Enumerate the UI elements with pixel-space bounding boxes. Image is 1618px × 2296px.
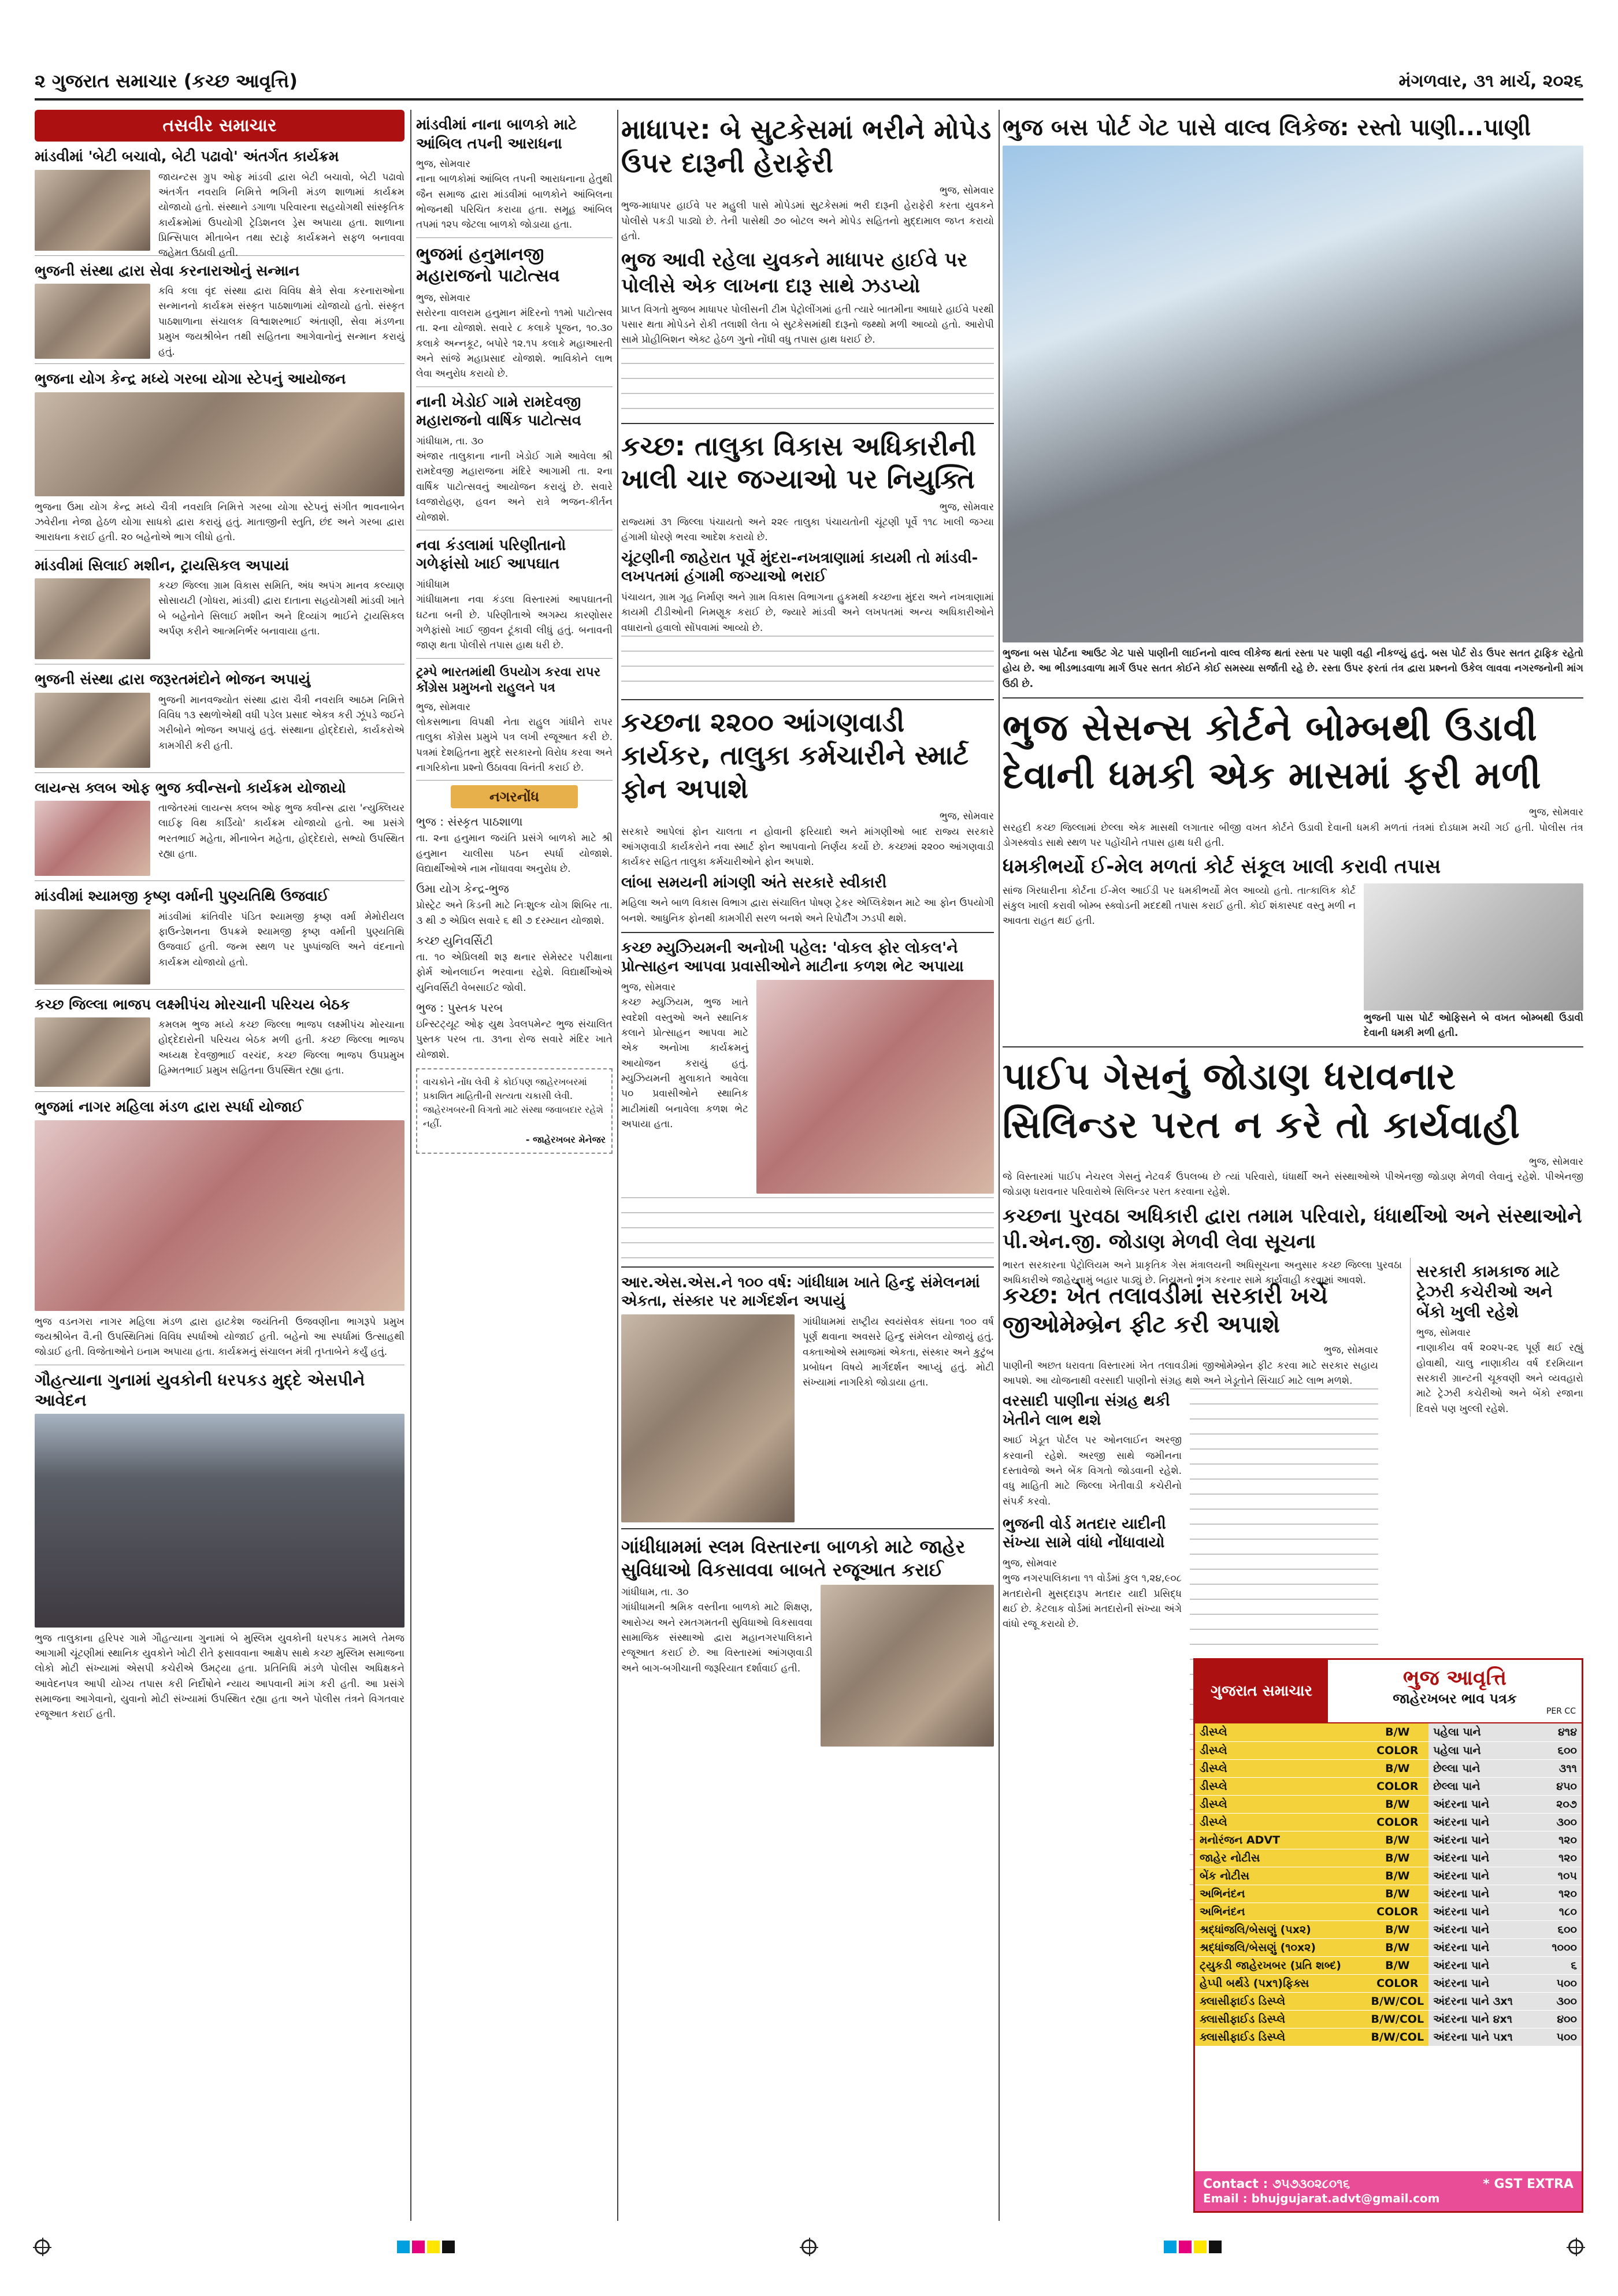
cyan-swatch — [1164, 2241, 1177, 2253]
story-subtitle: ભુજ આવી રહેલા યુવકને માધાપર હાઈવે પર પોલીસે એક લાખના દારૂ સાથે ઝડપ્યો — [621, 248, 967, 298]
city-note-text: તા. ૨ના હનુમાન જયંતિ પ્રસંગે બાળકો માટે શ્રી હનુમાન ચાલીસા પઠન સ્પર્ધા યોજાશે. વિદ્યાર્થીઓએ નામ નોંધાવવા અનુરોધ છે. — [416, 833, 613, 875]
page-header — [35, 64, 1583, 101]
photo-news-item — [35, 556, 404, 665]
rate-color: B/W — [1367, 1867, 1429, 1885]
rate-row — [1195, 2010, 1582, 2028]
protest-crowd-photo — [35, 1414, 404, 1628]
city-notes-header: નગરનોંધ — [451, 785, 578, 808]
photo-caption: ભુજની પાસ પોર્ટ ઓફિસને બે વખત બોમ્બથી ઉડાવી દેવાની ધમકી મળી હતી. — [1364, 1012, 1583, 1039]
news-photo — [35, 170, 150, 251]
city-note-text: ઇન્સ્ટિટ્યૂટ ઓફ યુથ ડેવલપમેન્ટ ભુજ સંચાલિત પુસ્તક પરબ તા. ૩૧ના રોજ સવારે મંદિર ખાતે યોજાશે. — [416, 1019, 613, 1061]
news-photo — [35, 1017, 150, 1087]
photo-news-title: માંડવીમાં 'બેટી બચાવો, બેટી પઢાવો' અંતર્ગત કાર્યક્રમ — [35, 148, 339, 165]
story-title: કચ્છ: ખેત તલાવડીમાં સરકારી ખર્ચે જીઓમેમ્બ્રેન ફીટ કરી અપાશે — [1003, 1283, 1328, 1339]
story-dateline: ભુજ, સોમવાર — [1003, 1557, 1057, 1569]
short-news-column — [416, 110, 613, 2221]
rate-value: ૩૦૦ — [1530, 1992, 1582, 2010]
rate-page: પહેલા પાને — [1428, 1723, 1530, 1741]
story-dateline: ગાંધીધામ, તા. ૩૦ — [621, 1586, 689, 1598]
news-dateline: ભુજ, સોમવાર — [416, 292, 471, 304]
photo-news-title: ભુજના યોગ કેન્દ્ર મધ્યે ગરબા યોગા સ્ટેપનું આયોજન — [35, 370, 346, 387]
side-story-text: નાણાકીય વર્ષ ૨૦૨૫-૨૬ પૂર્ણ થઈ રહ્યું હોવાથી, ચાલુ નાણાકીય વર્ષ દરમિયાન સરકારી ગ્રાન્ટની ચૂકવણી અને વ્યવહારો માટે ટ્રેઝરી કચેરીઓ અને બેંકો રજાના દિવસે પણ ખુલ્લી રહેશે. — [1416, 1342, 1583, 1415]
rate-value: ૪૧૪ — [1530, 1723, 1582, 1741]
rate-color: B/W — [1367, 1723, 1429, 1741]
rss-event-photo — [621, 1314, 795, 1522]
rate-color: B/W — [1367, 1759, 1429, 1777]
story-body-lines — [621, 1197, 994, 1261]
rate-value: ૩૦૦ — [1530, 1813, 1582, 1831]
rate-card-contact — [1195, 2171, 1582, 2211]
museum-event-photo — [756, 980, 994, 1194]
story-text: પાણીની અછત ધરાવતા વિસ્તારમાં ખેત તલાવડીમાં જીઓમેમ્બ્રેન ફીટ કરવા માટે સરકાર સહાય આપશે. આ યોજનાથી વરસાદી પાણીનો સંગ્રહ થશે અને ખેડૂતોને સિંચાઈ માટે લાભ મળશે. — [1003, 1359, 1378, 1387]
story-court-threat — [1003, 704, 1583, 1041]
rate-value: ૧૦૫ — [1530, 1867, 1582, 1885]
rate-color: B/W — [1367, 1938, 1429, 1956]
photo-news-item — [35, 147, 404, 259]
rate-color: COLOR — [1367, 1741, 1429, 1759]
story-slum — [621, 1535, 994, 1747]
story-dateline: ભુજ, સોમવાર — [1528, 1156, 1583, 1168]
bottom-story-title: ગૌહત્યાના ગુનામાં યુવકોની ધરપકડ મુદ્દે એસપીને આવેદન — [35, 1370, 365, 1410]
rate-color: B/W — [1367, 1956, 1429, 1974]
rate-value: ૬૦૦ — [1530, 1920, 1582, 1938]
news-title: ટ્રમ્પે ભારતમાંથી ઉપયોગ કરવા રાપર કોંગ્રેસ પ્રમુખનો રાહુલને પત્ર — [416, 664, 601, 696]
rate-row — [1195, 1867, 1582, 1885]
rate-type: હેપ્પી બર્થડે (૫x૧)ફિક્સ — [1195, 1974, 1367, 1992]
city-note-text: તા. ૧૦ એપ્રિલથી શરૂ થનાર સેમેસ્ટર પરીક્ષાના ફોર્મ ઓનલાઈન ભરવાના રહેશે. વિદ્યાર્થીઓએ યુનિવર્સિટી વેબસાઈટ જોવી. — [416, 952, 613, 994]
news-photo — [35, 578, 150, 659]
news-photo — [35, 693, 150, 768]
news-title: ભુજમાં હનુમાનજી મહારાજનો પાટોત્સવ — [416, 244, 560, 287]
masthead-brand: ૨ ગુજરાત સમાચાર (કચ્છ આવૃત્તિ) — [35, 69, 298, 92]
news-photo — [35, 909, 150, 984]
story-subtitle: ધમકીભર્યો ઈ-મેલ મળતાં કોર્ટ સંકૂલ ખાલી કરાવી તપાસ — [1003, 855, 1441, 879]
photo-news-title: ભુજની સંસ્થા દ્વારા સેવા કરનારાઓનું સન્માન — [35, 262, 300, 279]
rate-row — [1195, 1974, 1582, 1992]
yellow-swatch — [1194, 2241, 1207, 2253]
bottom-story — [35, 1370, 404, 1722]
photo-news-title: કચ્છ જિલ્લા ભાજપ લક્ષ્મીપંચ મોરચાની પરિચય બેઠક — [35, 995, 350, 1013]
rate-row — [1195, 1723, 1582, 1741]
story-text: ભુજ નગરપાલિકાના ૧૧ વોર્ડમાં કુલ ૧,૨૪,૯૦૮ મતદારોની મુસદ્દારૂપ મતદાર યાદી પ્રસિદ્ધ થઈ છે. કેટલાક વોર્ડમાં મતદારોની સંખ્યા અંગે વાંધો રજૂ કરાયો છે. — [1003, 1573, 1182, 1630]
rate-row — [1195, 1885, 1582, 1903]
rate-page: પહેલા પાને — [1428, 1741, 1530, 1759]
rate-color: B/W/COL — [1367, 2028, 1429, 2046]
story-text: પ્રાપ્ત વિગતો મુજબ માધાપર પોલીસની ટીમ પેટ્રોલીંગમાં હતી ત્યારે બાતમીના આધારે હાઈવે પરથી પસાર થતા મોપેડને રોકી તલાશી લેતા બે સુટકેસમાંથી દારૂનો જથ્થો મળી આવ્યો હતો. આરોપી સામે પ્રોહીબિશન એક્ટ હેઠળ ગુનો નોંધી વધુ તપાસ હાથ ધરાઈ છે. — [621, 303, 994, 346]
photo-news-item — [35, 1098, 404, 1365]
rate-value: ૧૦૦૦ — [1530, 1938, 1582, 1956]
rate-page: છેલ્લા પાને — [1428, 1777, 1530, 1795]
rate-page: અંદરના પાને — [1428, 1920, 1530, 1938]
rate-type: શ્રદ્ધાંજલિ/બેસણું (૧૦x૨) — [1195, 1938, 1367, 1956]
city-note-title: ભુજ : પુસ્તક પરબ — [416, 1001, 503, 1015]
story-title: આર.એસ.એસ.ને ૧૦૦ વર્ષ: ગાંધીધામ ખાતે હિન્દુ સંમેલનમાં એકતા, સંસ્કાર પર માર્ગદર્શન અપાયું — [621, 1273, 980, 1310]
rate-color: B/W — [1367, 1920, 1429, 1938]
story-body-lines — [621, 348, 994, 417]
rate-row — [1195, 1759, 1582, 1777]
story-dateline: ભુજ, સોમવાર — [1528, 807, 1583, 819]
rate-value: ૨૦૭ — [1530, 1795, 1582, 1813]
cyan-swatch — [397, 2241, 410, 2253]
photo-news-title: ભુજમાં નાગર મહિલા મંડળ દ્વારા સ્પર્ધા યોજાઈ — [35, 1098, 303, 1116]
photo-news-title: ભુજની સંસ્થા દ્વારા જરૂરતમંદોને ભોજન અપાયું — [35, 671, 311, 688]
rate-value: ૧૮૦ — [1530, 1903, 1582, 1920]
story-dateline: ભુજ, સોમવાર — [939, 185, 994, 196]
rate-card-unit: PER CC — [1546, 1707, 1576, 1716]
story-text: મહિલા અને બાળ વિકાસ વિભાગ દ્વારા સંચાલિત પોષણ ટ્રેકર એપ્લિકેશન માટે આ ફોન ઉપયોગી બનશે. આધુનિક ફોનથી કામગીરી સરળ બનશે અને રિપોર્ટીંગ ઝડપી થશે. — [621, 897, 994, 924]
photo-news-item — [35, 887, 404, 990]
rate-row — [1195, 1813, 1582, 1831]
story-title: કચ્છ મ્યુઝિયમની અનોખી પહેલ: 'વોકલ ફોર લોકલ'ને પ્રોત્સાહન આપવા પ્રવાસીઓને માટીના કળશ ભેટ અપાયા — [621, 939, 964, 976]
news-item — [416, 244, 613, 387]
black-swatch — [442, 2241, 455, 2253]
registration-mark-icon — [1568, 2239, 1583, 2254]
story-subtitle: લાંબા સમયની માંગણી અંતે સરકારે સ્વીકારી — [621, 874, 887, 891]
rate-page: અંદરના પાને — [1428, 1867, 1530, 1885]
rate-type: ડીસ્પ્લે — [1195, 1741, 1367, 1759]
rate-page: અંદરના પાને — [1428, 1849, 1530, 1867]
rate-card-title: ભુજ આવૃત્તિ — [1402, 1666, 1507, 1690]
story-subtitle: કચ્છના પુરવઠા અધિકારી દ્વારા તમામ પરિવારો, ધંધાર્થીઓ અને સંસ્થાઓને પી.એન.જી. જોડાણ મેળવી લેવા સૂચના — [1003, 1204, 1582, 1253]
story-tdo — [621, 430, 994, 693]
story-title: પાઈપ ગેસનું જોડાણ ધરાવનાર સિલિન્ડર પરત ન કરે તો કાર્યવાહી — [1003, 1056, 1520, 1147]
story-body-lines — [621, 636, 994, 693]
color-swatches — [1164, 2241, 1222, 2253]
story-text: જે વિસ્તારમાં પાઈપ નેચરલ ગેસનું નેટવર્ક ઉપલબ્ધ છે ત્યાં પરિવારો, ધંધાર્થી અને સંસ્થાઓએ પીએનજી જોડાણ મેળવી લેવાનું રહેશે. પીએનજી જોડાણ ધરાવનાર પરિવારોએ સિલિન્ડર પરત કરવાના રહેશે. — [1003, 1171, 1583, 1198]
story-valve-leak — [1003, 113, 1583, 692]
rate-type: ડીસ્પ્લે — [1195, 1795, 1367, 1813]
city-note-title: ભુજ : સંસ્કૃત પાઠશાળા — [416, 815, 523, 829]
rate-page: છેલ્લા પાને — [1428, 1759, 1530, 1777]
divider — [621, 932, 994, 933]
news-title: નાની ખેડોઈ ગામે રામદેવજી મહારાજનો વાર્ષિક પાટોત્સવ — [416, 393, 581, 430]
rate-type: મનોરંજન ADVT — [1195, 1831, 1367, 1849]
rate-row — [1195, 1831, 1582, 1849]
rate-row — [1195, 1992, 1582, 2010]
rate-row — [1195, 1777, 1582, 1795]
news-dateline: ભુજ, સોમવાર — [416, 701, 471, 713]
story-dateline: ભુજ, સોમવાર — [621, 981, 676, 993]
story-title: ગાંધીધામમાં સ્લમ વિસ્તારના બાળકો માટે જાહેર સુવિધાઓ વિકસાવવા બાબતે રજૂઆત કરાઈ — [621, 1535, 966, 1581]
rate-page: અંદરના પાને — [1428, 1795, 1530, 1813]
divider — [1003, 1046, 1583, 1047]
photo-news-text: તાજેતરમાં લાયન્સ ક્લબ ઓફ ભુજ ક્વીન્સ દ્વારા 'ન્યુક્લિયર લાઈફ વિથ કાર્ડિયો' કાર્યક્રમ યોજાયો હતો. આ પ્રસંગે ભરતભાઈ મહેતા, મીનાબેન મહેતા, હોદ્દેદારો, સભ્યો ઉપસ્થિત રહ્યા હતા. — [158, 803, 404, 860]
photo-news-text: કચ્છ જિલ્લા ગ્રામ વિકાસ સમિતિ, અંધ અપંગ માનવ કલ્યાણ સોસાયટી (ગોધરા, માંડવી) દ્વારા દાતાના સહયોગથી માંડવી ખાતે બે બહેનોને સિલાઈ મશીન અને દિવ્યાંગ ભાઈને ટ્રાયસિકલ અર્પણ કરીને આત્મનિર્ભર બનાવાયા હતા. — [158, 580, 404, 638]
rate-color: COLOR — [1367, 1903, 1429, 1920]
rate-row — [1195, 1956, 1582, 1974]
city-notes — [416, 813, 613, 1062]
news-dateline: ગાંધીધામ, તા. ૩૦ — [416, 435, 484, 447]
photo-news-title: માંડવીમાં સિલાઈ મશીન, ટ્રાયસિકલ અપાયાં — [35, 556, 290, 574]
slum-children-photo — [821, 1585, 994, 1747]
rate-color: B/W/COL — [1367, 1992, 1429, 2010]
rate-type: ટ્યુકડી જાહેરખબર (પ્રતિ શબ્દ) — [1195, 1956, 1367, 1974]
rate-value: ૫૦૦ — [1530, 1974, 1582, 1992]
news-dateline: ગાંધીધામ — [416, 578, 450, 590]
story-text: કચ્છ મ્યુઝિયમ, ભુજ ખાતે સ્વદેશી વસ્તુઓ અને સ્થાનિક કલાને પ્રોત્સાહન આપવા માટે એક અનોખા કાર્યક્રમનું આયોજન કરાયું હતું. મ્યુઝિયમની મુલાકાતે આવેલા ૫૦ પ્રવાસીઓને સ્થાનિક માટીમાંથી બનાવેલા કળશ ભેટ અપાયા હતા. — [621, 997, 748, 1130]
photo-news-item — [35, 670, 404, 773]
divider — [621, 699, 994, 700]
rate-color: B/W — [1367, 1795, 1429, 1813]
bottom-story-text: ભુજ તાલુકાના હરિપર ગામે ગૌહત્યાના ગુનામાં બે મુસ્લિમ યુવકોની ધરપકડ મામલે તેમજ આગામી ચૂંટણીમાં સ્થાનિક યુવકોને ખોટી રીતે ફસાવવાના આક્ષેપ સાથે કચ્છ મુસ્લિમ સમાજના લોકો મોટી સંખ્યામાં એસપી કચેરીએ ઉમટ્યા હતા. પ્રતિનિધિ મંડળે પોલીસ અધિક્ષકને આવેદનપત્ર આપી યોગ્ય તપાસ કરી નિર્દોષોને ન્યાય આપવાની માંગ કરી હતી. આ પ્રસંગે સમાજના આગેવાનો, યુવાનો મોટી સંખ્યામાં ઉપસ્થિત રહ્યા હતા અને પોલીસ તંત્રને વિગતવાર રજૂઆત કરાઈ હતી. — [35, 1632, 404, 1721]
news-photo — [35, 284, 150, 359]
rate-value: ૧૨૦ — [1530, 1885, 1582, 1903]
story-subtitle: વરસાદી પાણીના સંગ્રહ થકી ખેતીને લાભ થશે — [1003, 1392, 1170, 1429]
news-item — [416, 116, 613, 238]
news-title: નવા કંડલામાં પરિણીતાનો ગળેફાંસો ખાઈ આપઘાત — [416, 536, 566, 573]
story-dateline: ભુજ, સોમવાર — [939, 501, 994, 513]
news-text: લોકસભાના વિપક્ષી નેતા રાહુલ ગાંધીને રાપર તાલુકા કોંગ્રેસ પ્રમુખે પત્ર લખી રજૂઆત કરી છે. પત્રમાં દેશહિતના મુદ્દે સરકારનો વિરોધ કરવા અને નાગરિકોના પ્રશ્નો ઉઠાવવા વિનંતી કરાઈ છે. — [416, 716, 613, 774]
news-text: સરોરના વાલરામ હનુમાન મંદિરનો ૧૧મો પાટોત્સવ તા. ૨ના યોજાશે. સવારે ૮ કલાકે પૂજન, ૧૦.૩૦ કલાકે અન્નકૂટ, બપોરે ૧૨.૧૫ કલાકે મહાઆરતી અને સાંજે મહાપ્રસાદ યોજાશે. ભાવિકોને લાભ લેવા અનુરોધ કરાયો છે. — [416, 307, 613, 380]
story-dateline: ભુજ, સોમવાર — [1323, 1344, 1378, 1357]
story-text: રાજ્યમાં ૩૧ જિલ્લા પંચાયતો અને ૨૨૯ તાલુકા પંચાયતોની ચૂંટણી પૂર્વે ૧૧૮ ખાલી જગ્યા હંગામી ધોરણે ભરવા આદેશ કરાયો છે. — [621, 517, 994, 544]
rate-row — [1195, 1795, 1582, 1813]
side-story-dateline: ભુજ, સોમવાર — [1416, 1327, 1471, 1339]
photo-news-item — [35, 370, 404, 551]
rate-color: COLOR — [1367, 1813, 1429, 1831]
photo-news-title: લાયન્સ ક્લબ ઓફ ભુજ ક્વીન્સનો કાર્યક્રમ યોજાયો — [35, 779, 346, 796]
rate-page: અંદરના પાને ૩x૧ — [1428, 1992, 1530, 2010]
news-title: માંડવીમાં નાના બાળકો માટે આંબિલ તપની આરાધના — [416, 116, 577, 153]
story-text: પંચાયત, ગ્રામ ગૃહ નિર્માણ અને ગ્રામ વિકાસ વિભાગના હુકમથી કચ્છના મુંદરા અને નખત્રાણામાં કાયમી ટીડીઓની નિમણૂક કરાઈ છે, જ્યારે માંડવી અને લખપતમાં અન્ય અધિકારીઓને વધારાનો હવાલો સોંપવામાં આવ્યો છે. — [621, 591, 994, 634]
rate-type: બેંક નોટીસ — [1195, 1867, 1367, 1885]
rate-value: ૪૦૦ — [1530, 2010, 1582, 2028]
city-note-text: પ્રોસ્ટ્રેટ અને કિડની માટે નિઃશુલ્ક યોગ શિબિર તા. ૩ થી ૭ એપ્રિલ સવારે ૬ થી ૭ દરમ્યાન યોજાશે. — [416, 900, 613, 927]
rate-page: અંદરના પાને — [1428, 1974, 1530, 1992]
news-text: ગાંધીધામના નવા કંડલા વિસ્તારમાં આપઘાતની ઘટના બની છે. પરિણીતાએ અગમ્ય કારણોસર ગળેફાંસો ખાઈ જીવન ટૂંકાવી લીધું હતું. બનાવની જાણ થતા પોલીસે તપાસ હાથ ધરી છે. — [416, 594, 613, 652]
rate-type: ડીસ્પ્લે — [1195, 1759, 1367, 1777]
news-text: અંજાર તાલુકાના નાની ખેડોઈ ગામે આવેલા શ્રી રામદેવજી મહારાજના મંદિરે આગામી તા. ૨ના વાર્ષિક પાટોત્સવનું આયોજન કરાયું છે. સવારે ધ્વજારોહણ, હવન અને રાત્રે ભજન-કીર્તન યોજાશે. — [416, 451, 613, 523]
divider — [621, 1528, 994, 1529]
news-photo — [35, 801, 150, 876]
rate-color: B/W — [1367, 1849, 1429, 1867]
reader-notice-text: વાચકોને નોંધ લેવી કે કોઈપણ જાહેરખબરમાં પ્રકાશિત માહિતીની સત્યતા ચકાસી લેવી. જાહેરખબરની વિગતો માટે સંસ્થા જવાબદાર રહેશે નહીં. — [423, 1076, 604, 1130]
story-title: ભુજ બસ પોર્ટ ગેટ પાસે વાલ્વ લિકેજ: રસ્તો પાણી...પાણી — [1003, 114, 1531, 141]
side-story-title: સરકારી કામકાજ માટે ટ્રેઝરી કચેરીઓ અને બેંકો ખુલી રહેશે — [1416, 1262, 1560, 1322]
registration-mark-icon — [801, 2239, 817, 2254]
advertisement-rate-card — [1193, 1658, 1583, 2213]
news-item — [416, 664, 613, 781]
story-madhapar — [621, 113, 994, 417]
news-photo — [35, 1120, 404, 1311]
reader-notice — [416, 1068, 613, 1154]
rate-page: અંદરના પાને — [1428, 1831, 1530, 1849]
photo-news-text: જાયન્ટસ ગ્રુપ ઓફ માંડવી દ્વારા બેટી બચાવો, બેટી પઢાવો અંતર્ગત નવરાત્રિ નિમિત્તે ભગિની મંડળ શાળામાં કાર્યક્રમ યોજાયો હતો. સંસ્થાને ડગાળા પરિવારના સહયોગથી સાંસ્કૃતિક કાર્યક્રમોમાં ઉપયોગી ટ્રેડિશનલ ડ્રેસ અપાયા હતા. શાળાના પ્રિન્સિપાલ મીતાબેન તથા સ્ટાફે કાર્યક્રમને સફળ બનાવવા જહેમત ઉઠાવી હતી. — [158, 171, 404, 259]
rate-page: અંદરના પાને ૫x૧ — [1428, 2028, 1530, 2046]
photo-news-text: કમલમ ભુજ મધ્યે કચ્છ જિલ્લા ભાજપ લક્ષ્મીપંચ મોરચાના હોદ્દેદારોની પરિચય બેઠક મળી હતી. કચ્છ જિલ્લા ભાજપ અધ્યક્ષ દેવજીભાઈ વરચંદ, કચ્છ જિલ્લા ભાજપ ઉપપ્રમુખ હિમ્મતભાઈ પ્રમુખ સહિતના ઉપસ્થિત રહ્યા હતા. — [158, 1019, 404, 1077]
photo-news-item — [35, 779, 404, 882]
news-text: નાના બાળકોમાં આંબિલ તપની આરાધનાના હેતુથી જૈન સમાજ દ્વારા માંડવીમાં બાળકોને આંબિલના ભોજનથી પરિચિત કરાયા હતા. સમૂહ આંબિલ તપમાં ૧૨૫ જેટલા બાળકો જોડાયા હતા. — [416, 173, 613, 231]
story-text: ગાંધીધામમાં રાષ્ટ્રીય સ્વયંસેવક સંઘના ૧૦૦ વર્ષ પૂર્ણ થવાના અવસરે હિન્દુ સંમેલન યોજાયું હતું. વક્તાઓએ સમાજમાં એકતા, સંસ્કાર અને કુટુંબ પ્રબોધન વિષયે માર્ગદર્શન આપ્યું હતું. મોટી સંખ્યામાં નાગરિકો જોડાયા હતા. — [803, 1316, 994, 1389]
story-text: ગાંધીધામની શ્રમિક વસ્તીના બાળકો માટે શિક્ષણ, આરોગ્ય અને રમતગમતની સુવિધાઓ વિકસાવવા સામાજિક સંસ્થાઓ દ્વારા મહાનગરપાલિકાને રજૂઆત કરાઈ છે. આ વિસ્તારમાં આંગણવાડી અને બાગ-બગીચાની જરૂરિયાત દર્શાવાઈ હતી. — [621, 1602, 812, 1674]
contact-email: Email : bhujgujarat.advt@gmail.com — [1203, 2191, 1440, 2205]
story-subtitle: ચૂંટણીની જાહેરાત પૂર્વે મુંદરા-નખત્રાણામાં કાયમી તો માંડવી-લખપતમાં હંગામી જગ્યાઓ ભરાઈ — [621, 549, 978, 586]
issue-date: મંગળવાર, ૩૧ માર્ચ, ૨૦૨૬ — [1398, 70, 1583, 91]
story-title: કચ્છના ૨૨૦૦ આંગણવાડી કાર્યકર, તાલુકા કર્મચારીને સ્માર્ટ ફોન અપાશે — [621, 706, 969, 804]
column-divider — [617, 110, 618, 2221]
photo-news-text: માંડવીમાં ક્રાંતિવીર પંડિત શ્યામજી કૃષ્ણ વર્મા મેમોરીયલ ફાઉન્ડેશનના ઉપક્રમે શ્યામજી કૃષ્ણ વર્માની પુણ્યતિથિ ઉજવાઈ હતી. જન્મ સ્થળ પર પુષ્પાંજલિ અને વંદનાનો કાર્યક્રમ યોજાયો હતો. — [158, 911, 404, 968]
main-news-column — [621, 110, 994, 2221]
rate-page: અંદરના પાને — [1428, 1885, 1530, 1903]
news-photo — [35, 392, 404, 496]
rate-page: અંદરના પાને — [1428, 1956, 1530, 1974]
story-dateline: ભુજ, સોમવાર — [939, 811, 994, 823]
rate-type: શ્રદ્ધાંજલિ/બેસણું (૫x૨) — [1195, 1920, 1367, 1938]
story-title: ભુજ સેસન્સ કોર્ટને બોમ્બથી ઉડાવી દેવાની ધમકી એક માસમાં ફરી મળી — [1003, 707, 1542, 798]
story-title: ભુજની વોર્ડ મતદાર યાદીની સંખ્યા સામે વાંધો નોંધાવાયો — [1003, 1515, 1166, 1552]
story-title: કચ્છ: તાલુકા વિકાસ અધિકારીની ખાલી ચાર જગ્યાઓ પર નિયુક્તિ — [621, 430, 977, 495]
story-text: સાંજ ગિરધારીના કોર્ટના ઈ-મેલ આઈડી પર ધમકીભર્યો મેલ આવ્યો હતો. તાત્કાલિક કોર્ટ સંકુલ ખાલી કરાવી બોમ્બ સ્ક્વોડની મદદથી તપાસ કરાઈ હતી. કોઈ શંકાસ્પદ વસ્તુ મળી ન આવતા રાહત થઈ હતી. — [1003, 885, 1356, 927]
story-text: આઈ ખેડૂત પોર્ટલ પર ઓનલાઈન અરજી કરવાની રહેશે. અરજી સાથે જમીનના દસ્તાવેજો અને બેંક વિગતો જોડવાની રહેશે. વધુ માહિતી માટે જિલ્લા ખેતીવાડી કચેરીનો સંપર્ક કરવો. — [1003, 1435, 1182, 1507]
rate-type: અભિનંદન — [1195, 1885, 1367, 1903]
story-anganwadi — [621, 706, 994, 926]
print-marks — [35, 2238, 1583, 2256]
registration-mark-icon — [35, 2239, 50, 2254]
story-text: ભુજ-માધાપર હાઈવે પર મહુલી પાસે મોપેડમાં સુટકેસમાં ભરી દારૂની હેરાફેરી કરતા યુવકને પોલીસે પકડી પાડ્યો છે. તેની પાસેથી ૭૦ બોટલ અને મોપેડ સહિતનો મુદ્દામાલ જપ્ત કરાયો હતો. — [621, 200, 994, 243]
rate-color: COLOR — [1367, 1974, 1429, 1992]
magenta-swatch — [412, 2241, 425, 2253]
photo-news-column — [35, 110, 404, 2221]
magenta-swatch — [1179, 2241, 1192, 2253]
news-item — [416, 393, 613, 530]
photo-news-text: ભુજના ઉમા યોગ કેન્દ્ર મધ્યે ચૈત્રી નવરાત્રિ નિમિત્તે ગરબા યોગા સ્ટેપનું સંગીત ભાવનાબેન ઝવેરીના નેજા હેઠળ યોગા સાધકો દ્વારા કરાયું હતું. માતાજીની સ્તુતિ, છંદ અને ગરબા દ્વારા આરાધના કરાઈ હતી. ૨૦ બહેનોએ ભાગ લીધો હતો. — [35, 501, 404, 544]
story-text: સરકારે આપેલાં ફોન ચાલતા ન હોવાની ફરિયાદો અને માંગણીઓ બાદ રાજ્ય સરકારે આંગણવાડી કાર્યકરોને નવા સ્માર્ટ ફોન આપવાનો નિર્ણય કર્યો છે. કચ્છમાં ૨૨૦૦ આંગણવાડી કાર્યકર સહિત તાલુકા કર્મચારીઓને ફોન અપાશે. — [621, 826, 994, 868]
rate-value: ૬ — [1530, 1956, 1582, 1974]
rate-type: ક્લાસીફાઈડ ડિસ્પ્લે — [1195, 2028, 1367, 2046]
news-dateline: ભુજ, સોમવાર — [416, 158, 471, 170]
story-text: ભારત સરકારના પેટ્રોલિયમ અને પ્રાકૃતિક ગેસ મંત્રાલયની અધિસૂચના અનુસાર કચ્છ જિલ્લા પુરવઠા અધિકારીએ જાહેરનામું બહાર પાડ્યું છે. નિયમનો ભંગ કરનાર સામે કાર્યવાહી કરવામાં આવશે. — [1003, 1260, 1402, 1287]
photo-news-title: માંડવીમાં શ્યામજી કૃષ્ણ વર્માની પુણ્યતિથિ ઉજવાઈ — [35, 887, 329, 905]
rate-card-subtitle: જાહેરખબર ભાવ પત્રક — [1393, 1691, 1517, 1707]
photo-news-item — [35, 995, 404, 1093]
contact-phone: Contact : ૭૫૭૩૦૨૮૦૧૬ — [1203, 2177, 1350, 2191]
rate-value: ૧૨૦ — [1530, 1849, 1582, 1867]
rate-value: ૫૦૦ — [1530, 2028, 1582, 2046]
rate-color: B/W/COL — [1367, 2010, 1429, 2028]
rate-row — [1195, 1938, 1582, 1956]
rate-page: અંદરના પાને — [1428, 1938, 1530, 1956]
column-divider — [410, 110, 411, 2221]
photo-news-item — [35, 262, 404, 365]
rate-type: અભિનંદન — [1195, 1903, 1367, 1920]
rate-row — [1195, 1849, 1582, 1867]
rate-value: ૪૫૦ — [1530, 1777, 1582, 1795]
rate-value: ૧૨૦ — [1530, 1831, 1582, 1849]
photo-news-text: કવિ કલા વૃંદ સંસ્થા દ્વારા વિવિધ ક્ષેત્રે સેવા કરનારાઓના સન્માનનો કાર્યક્રમ સંસ્કૃત પાઠશાળામાં યોજાયો હતો. સંસ્કૃત પાઠશાળાના સંચાલક વિશ્વાશરભાઈ અંતાણી, સેવા મંડળના પ્રમુખ જયશ્રીબેન તથી સહિતના આગેવાનોનું સન્માન કરાયું હતું. — [158, 285, 404, 358]
court-building-photo — [1364, 883, 1583, 1010]
rate-row — [1195, 1741, 1582, 1759]
story-text: સરહદી કચ્છ જિલ્લામાં છેલ્લા એક માસથી લગાતાર બીજી વખત કોર્ટને ઉડાવી દેવાની ધમકી મળતાં તંત્રમાં દોડધામ મચી ગઈ હતી. પોલીસ તંત્ર ડોગસ્ક્વોડ સાથે સ્થળ પર પહોંચીને તપાસ હાથ ધરી હતી. — [1003, 822, 1583, 849]
city-note-title: ઉમા યોગ કેન્દ્ર-ભુજ — [416, 882, 509, 896]
photo-news-text: ભુજની માનવજ્યોત સંસ્થા દ્વારા ચૈત્રી નવરાત્રિ આઠમ નિમિત્તે વિવિધ ૧૩ સ્થળોએથી વધી પડેલ પ્રસાદ એકત્ર કરી ઝૂંપડે જઈને ગરીબોને ભોજન અપાયું હતું. સંસ્થાના હોદ્દેદારો, કાર્યકરોએ કામગીરી કરી હતી. — [158, 694, 404, 752]
divider — [621, 423, 994, 424]
story-title: માધાપર: બે સુટકેસમાં ભરીને મોપેડ ઉપર દારૂની હેરાફેરી — [621, 114, 992, 179]
city-note-title: કચ્છ યુનિવર્સિટી — [416, 934, 493, 948]
rate-color: B/W — [1367, 1885, 1429, 1903]
divider — [621, 1266, 994, 1268]
rate-table — [1195, 1723, 1582, 2046]
rate-page: અંદરના પાને ૪x૧ — [1428, 2010, 1530, 2028]
rate-color: COLOR — [1367, 1777, 1429, 1795]
rate-card-logo: ગુજરાત સમાચાર — [1195, 1660, 1328, 1722]
photo-caption: ભુજના બસ પોર્ટના આઉટ ગેટ પાસે પાણીની લાઈનનો વાલ્વ લીકેજ થતાં રસ્તા પર પાણી વહી નીકળ્યું હતું. બસ પોર્ટ રોડ ઉપર સતત ટ્રાફિક રહેતો હોય છે. આ ભીડભાડવાળા માર્ગ ઉપર સતત કોઈને કોઈ સમસ્યા સર્જાતી રહે છે. રસ્તા ઉપર ફરતાં તંત્ર દ્વારા પ્રશ્નનો ઉકેલ લાવવા નગરજનોની માંગ ઉઠી છે. — [1003, 648, 1583, 690]
rate-color: B/W — [1367, 1831, 1429, 1849]
rate-type: ક્લાસીફાઈડ ડિસ્પ્લે — [1195, 1992, 1367, 2010]
gst-note: * GST EXTRA — [1483, 2177, 1574, 2191]
rate-row — [1195, 1920, 1582, 1938]
news-item — [416, 536, 613, 659]
rate-row — [1195, 2028, 1582, 2046]
divider — [1003, 697, 1583, 699]
reader-notice-sign: - જાહેરખબર મેનેજર — [525, 1134, 606, 1146]
color-swatches — [397, 2241, 455, 2253]
rate-value: ૬૦૦ — [1530, 1741, 1582, 1759]
rate-type: ડીસ્પ્લે — [1195, 1813, 1367, 1831]
waterlogged-road-photo — [1003, 146, 1583, 642]
rate-type: ક્લાસીફાઈડ ડિસ્પ્લે — [1195, 2010, 1367, 2028]
column-divider — [999, 110, 1000, 2221]
black-swatch — [1209, 2241, 1222, 2253]
rate-page: અંદરના પાને — [1428, 1813, 1530, 1831]
story-rss — [621, 1273, 994, 1522]
photo-news-header: તસવીર સમાચાર — [35, 110, 404, 142]
rate-type: જાહેર નોટીસ — [1195, 1849, 1367, 1867]
photo-news-text: ભુજ વડનગરા નાગર મહિલા મંડળ દ્વારા હાટકેશ જયંતિની ઉજવણીના ભાગરૂપે પ્રમુખ જયશ્રીબેન વૈ.ની ઉપસ્થિતિમાં વિવિધ સ્પર્ધાઓ યોજાઈ હતી. બહેનો આ સ્પર્ધામાં ઉત્સાહથી જોડાઈ હતી. વિજેતાઓને ઇનામ અપાયા હતા. કાર્યક્રમનું સંચાલન મંત્રી તૃપ્તાબેને કર્યું હતું. — [35, 1316, 404, 1358]
yellow-swatch — [427, 2241, 440, 2253]
rate-value: ૩૧૧ — [1530, 1759, 1582, 1777]
rate-type: ડીસ્પ્લે — [1195, 1723, 1367, 1741]
story-museum — [621, 939, 994, 1261]
rate-row — [1195, 1903, 1582, 1920]
rate-type: ડીસ્પ્લે — [1195, 1777, 1367, 1795]
rate-page: અંદરના પાને — [1428, 1903, 1530, 1920]
